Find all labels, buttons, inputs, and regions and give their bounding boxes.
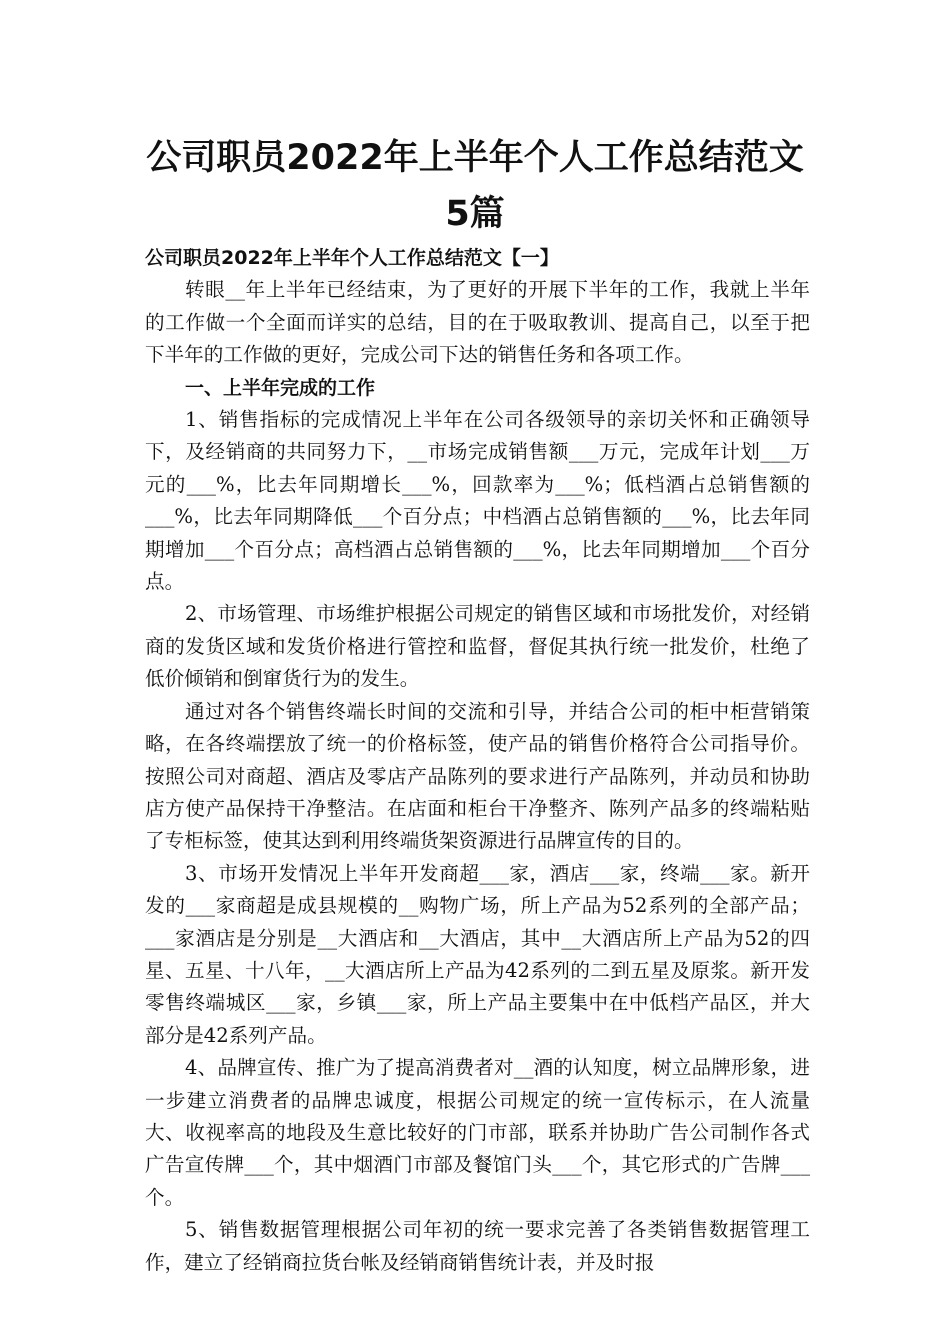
intro-paragraph: 转眼__年上半年已经结束，为了更好的开展下半年的工作，我就上半年的工作做一个全面而详实的总结，目的在于吸取教训、提高自己，以至于把下半年的工作做的更好，完成公司下达的销售任务和各项工作。: [145, 278, 810, 367]
paragraph-brand-promotion: 4、品牌宣传、推广为了提高消费者对__酒的认知度，树立品牌形象，进一步建立消费者的品牌忠诚度，根据公司规定的统一宣传标示，在人流量大、收视率高的地段及生意比较好的门市部，联系并协助广告公司制作各式广告宣传牌___个，其中烟酒门市部及餐馆门头___个，其它形式的广告牌___个。: [145, 1056, 810, 1209]
paragraph-sales-targets: 1、销售指标的完成情况上半年在公司各级领导的亲切关怀和正确领导下，及经销商的共同努力下，__市场完成销售额___万元，完成年计划___万元的___%，比去年同期增长___%，回款率为___%；低档酒占总销售额的___%，比去年同期降低___个百分点；中档酒占总销售额的___%，比去年同期增加___个百分点；高档酒占总销售额的___%，比去年同期增加___个百分点。: [145, 408, 810, 594]
document-body: [145, 242, 810, 1279]
paragraph-sales-data: 5、销售数据管理根据公司年初的统一要求完善了各类销售数据管理工作，建立了经销商拉货台帐及经销商销售统计表，并及时报: [145, 1218, 810, 1274]
document-title-line2: 5篇: [445, 194, 505, 234]
paragraph-terminal-guidance: 通过对各个销售终端长时间的交流和引导，并结合公司的柜中柜营销策略，在各终端摆放了统一的价格标签，使产品的销售价格符合公司指导价。按照公司对商超、酒店及零店产品陈列的要求进行产品陈列，并动员和协助店方使产品保持干净整洁。在店面和柜台干净整齐、陈列产品多的终端粘贴了专柜标签，使其达到利用终端货架资源进行品牌宣传的目的。: [145, 699, 810, 853]
paragraph-market-development: 3、市场开发情况上半年开发商超___家，酒店___家，终端___家。新开发的___家商超是成县规模的__购物广场，所上产品为52系列的全部产品；___家酒店是分别是__大酒店和__大酒店，其中__大酒店所上产品为52的四星、五星、十八年，__大酒店所上产品为42系列的二到五星及原浆。新开发零售终端城区___家，乡镇___家，所上产品主要集中在中低档产品区，并大部分是42系列产品。: [145, 861, 810, 1047]
document-title: 公司职员2022年上半年个人工作总结范文: [146, 138, 804, 178]
section-title: 公司职员2022年上半年个人工作总结范文【一】: [145, 247, 559, 269]
section-heading: 一、上半年完成的工作: [185, 376, 376, 399]
paragraph-market-management: 2、市场管理、市场维护根据公司规定的销售区域和市场批发价，对经销商的发货区域和发货价格进行管控和监督，督促其执行统一批发价，杜绝了低价倾销和倒窜货行为的发生。: [145, 602, 810, 691]
